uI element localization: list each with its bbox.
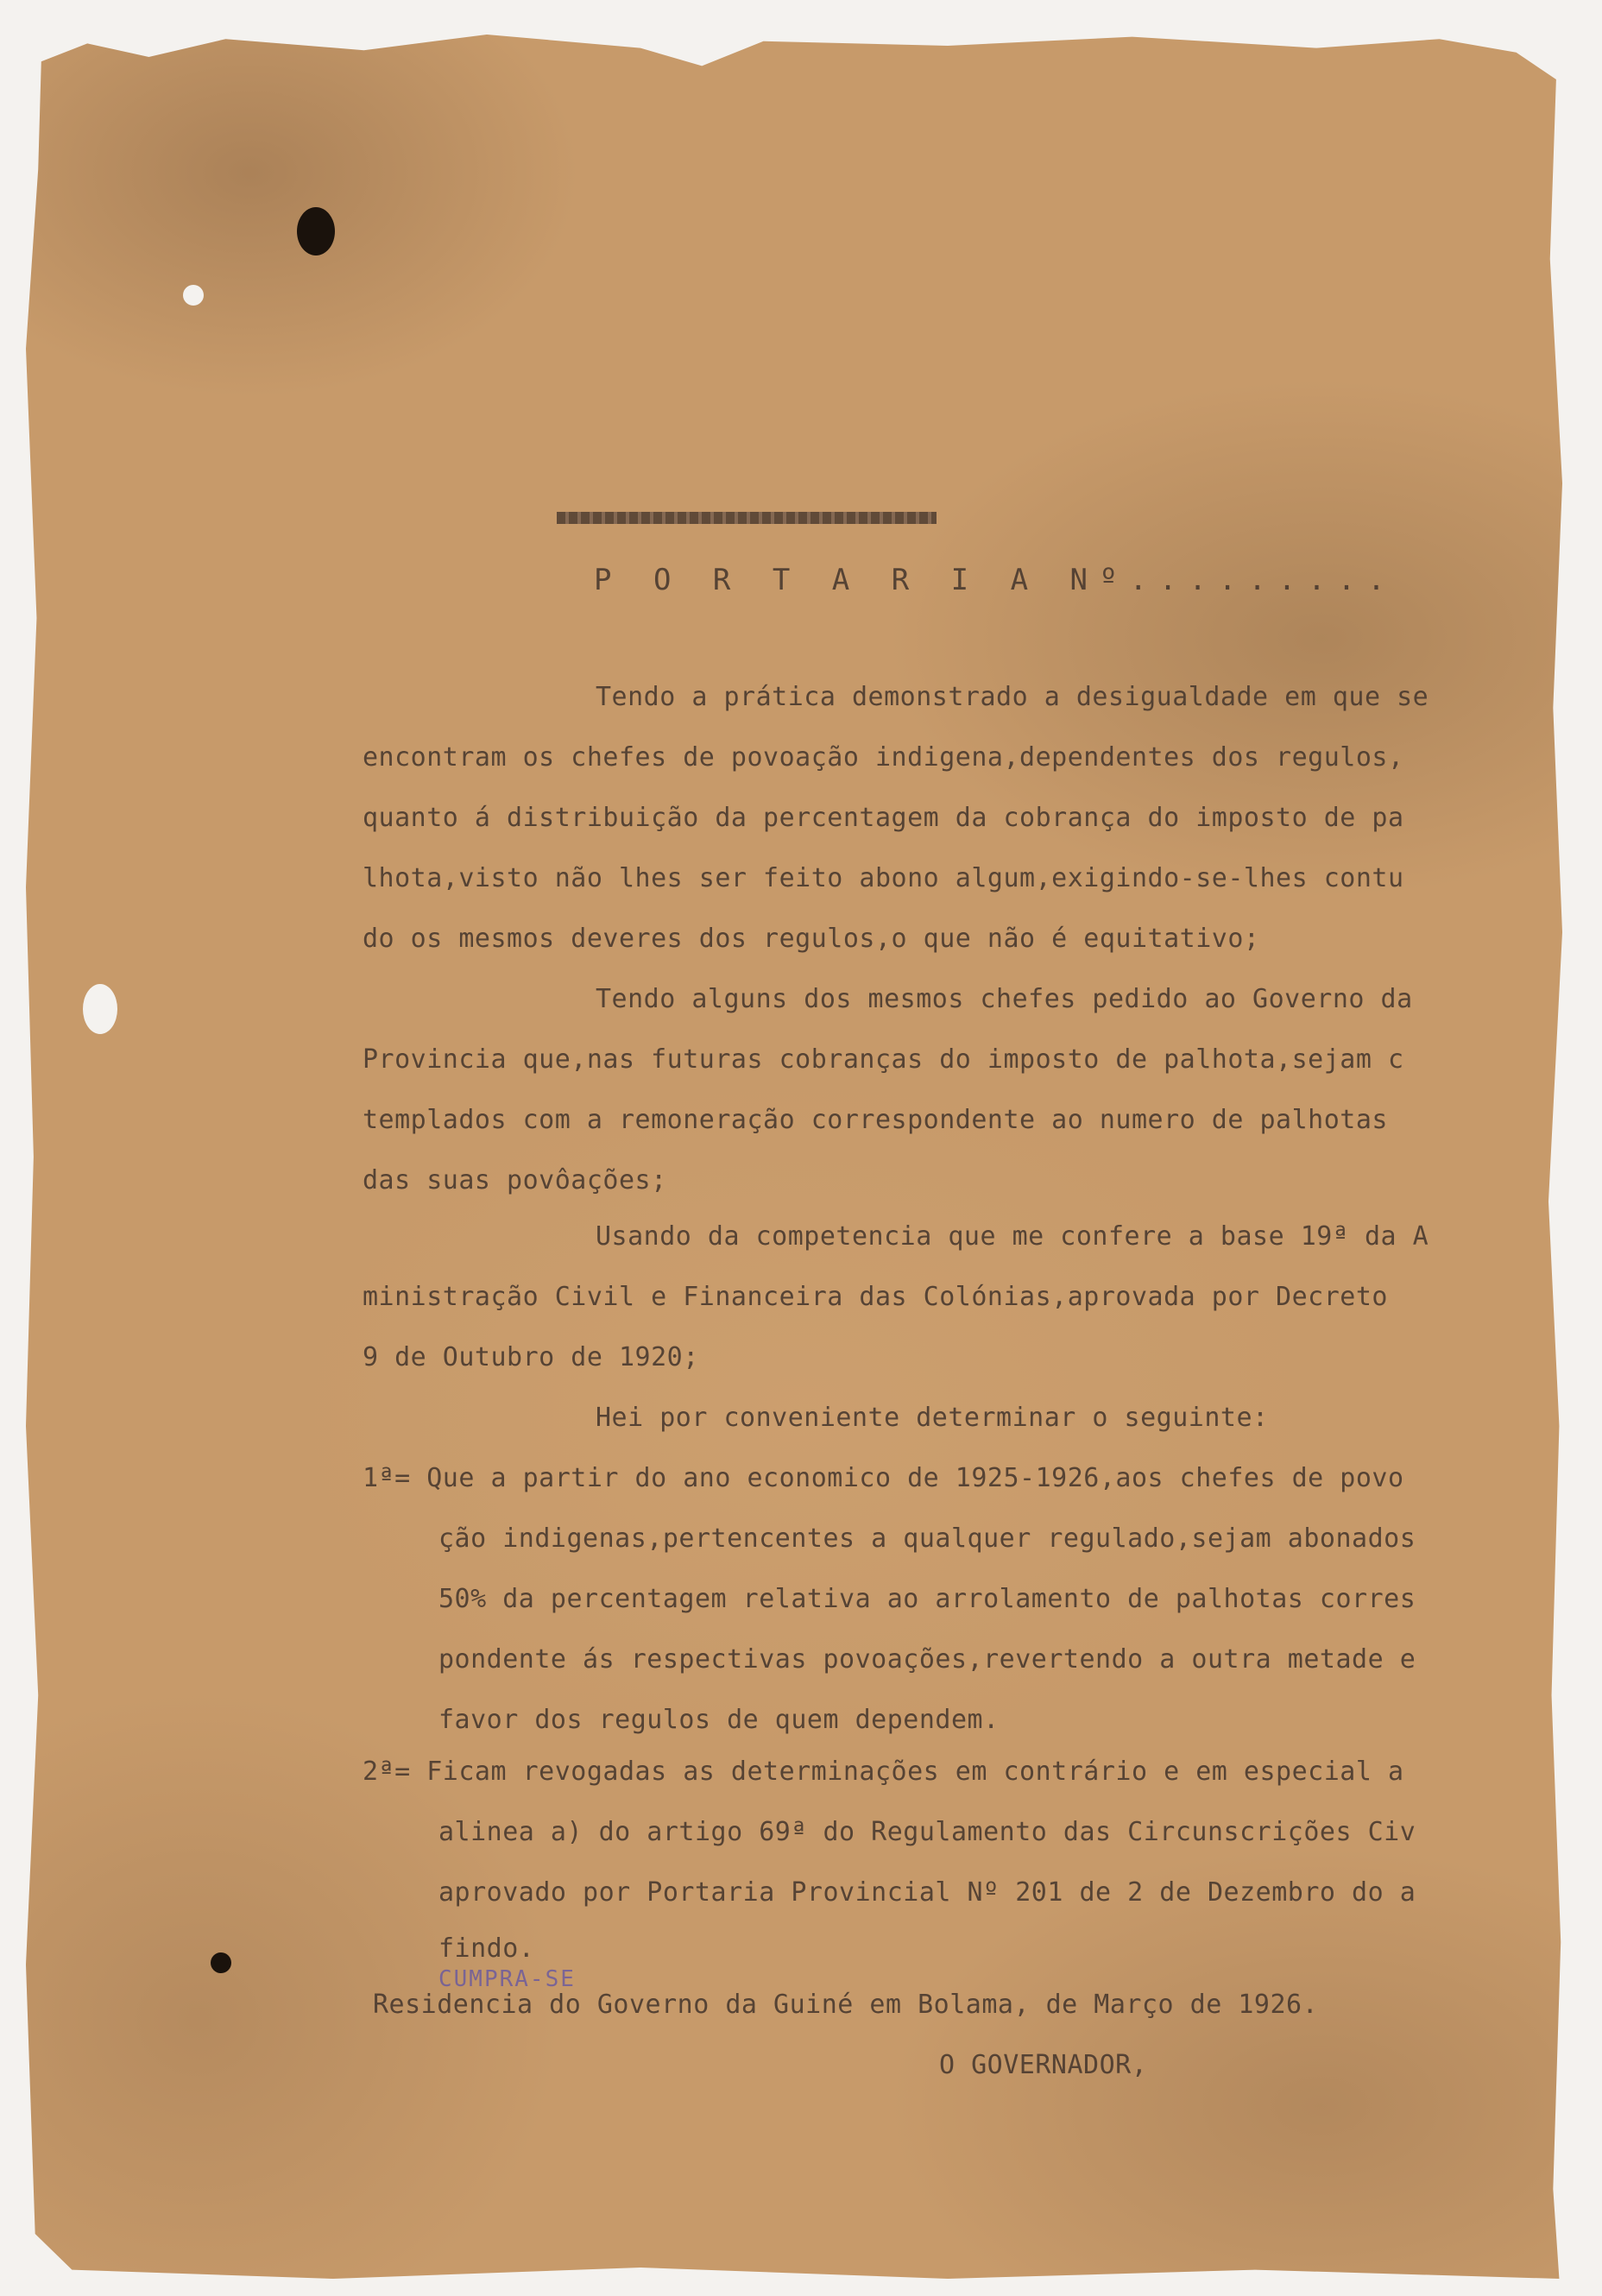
document-paper xyxy=(26,35,1562,2279)
body-line: Tendo a prática demonstrado a desigualdade em que se xyxy=(596,682,1429,712)
body-line: ministração Civil e Financeira das Colónias,aprovada por Decreto xyxy=(363,1282,1388,1312)
title-rule xyxy=(557,512,937,524)
clause-line: ção indigenas,pertencentes a qualquer regulado,sejam abonados xyxy=(438,1523,1416,1554)
body-line: Provincia que,nas futuras cobranças do imposto de palhota,sejam c xyxy=(363,1044,1404,1075)
signature-title: O GOVERNADOR, xyxy=(939,2050,1148,2080)
clause-line: alinea a) do artigo 69ª do Regulamento das Circunscrições Civ xyxy=(438,1817,1416,1847)
body-line: templados com a remoneração correspondente ao numero de palhotas xyxy=(363,1105,1388,1135)
clause-line: findo. xyxy=(438,1933,535,1964)
body-line: Usando da competencia que me confere a base 19ª da A xyxy=(596,1221,1429,1252)
body-line: 9 de Outubro de 1920; xyxy=(363,1342,699,1372)
punch-hole-light xyxy=(83,984,117,1034)
ink-dot xyxy=(211,1952,231,1973)
body-line: Hei por conveniente determinar o seguinte: xyxy=(596,1403,1269,1433)
document-title: P O R T A R I A Nº......... xyxy=(594,563,1397,597)
body-line: lhota,visto não lhes ser feito abono algum,exigindo-se-lhes contu xyxy=(363,863,1404,893)
body-line: quanto á distribuição da percentagem da cobrança do imposto de pa xyxy=(363,803,1404,833)
clause-line: aprovado por Portaria Provincial Nº 201 de 2 de Dezembro do a xyxy=(438,1877,1416,1908)
clause-line: 1ª= Que a partir do ano economico de 1925-1926,aos chefes de povo xyxy=(363,1463,1404,1493)
punch-hole-dark xyxy=(297,207,335,255)
body-line: Tendo alguns dos mesmos chefes pedido ao Governo da xyxy=(596,984,1413,1014)
place-date-line: Residencia do Governo da Guiné em Bolama, de Março de 1926. xyxy=(373,1990,1319,2020)
punch-hole-light xyxy=(183,285,204,306)
body-line: das suas povôações; xyxy=(363,1165,667,1195)
approval-stamp: CUMPRA-SE xyxy=(438,1966,576,1992)
clause-line: 2ª= Ficam revogadas as determinações em contrário e em especial a xyxy=(363,1757,1404,1787)
body-line: do os mesmos deveres dos regulos,o que não é equitativo; xyxy=(363,924,1260,954)
clause-line: pondente ás respectivas povoações,revertendo a outra metade e xyxy=(438,1644,1416,1675)
clause-line: 50% da percentagem relativa ao arrolamento de palhotas corres xyxy=(438,1584,1416,1614)
body-line: encontram os chefes de povoação indigena,dependentes dos regulos, xyxy=(363,742,1404,773)
clause-line: favor dos regulos de quem dependem. xyxy=(438,1705,1000,1735)
